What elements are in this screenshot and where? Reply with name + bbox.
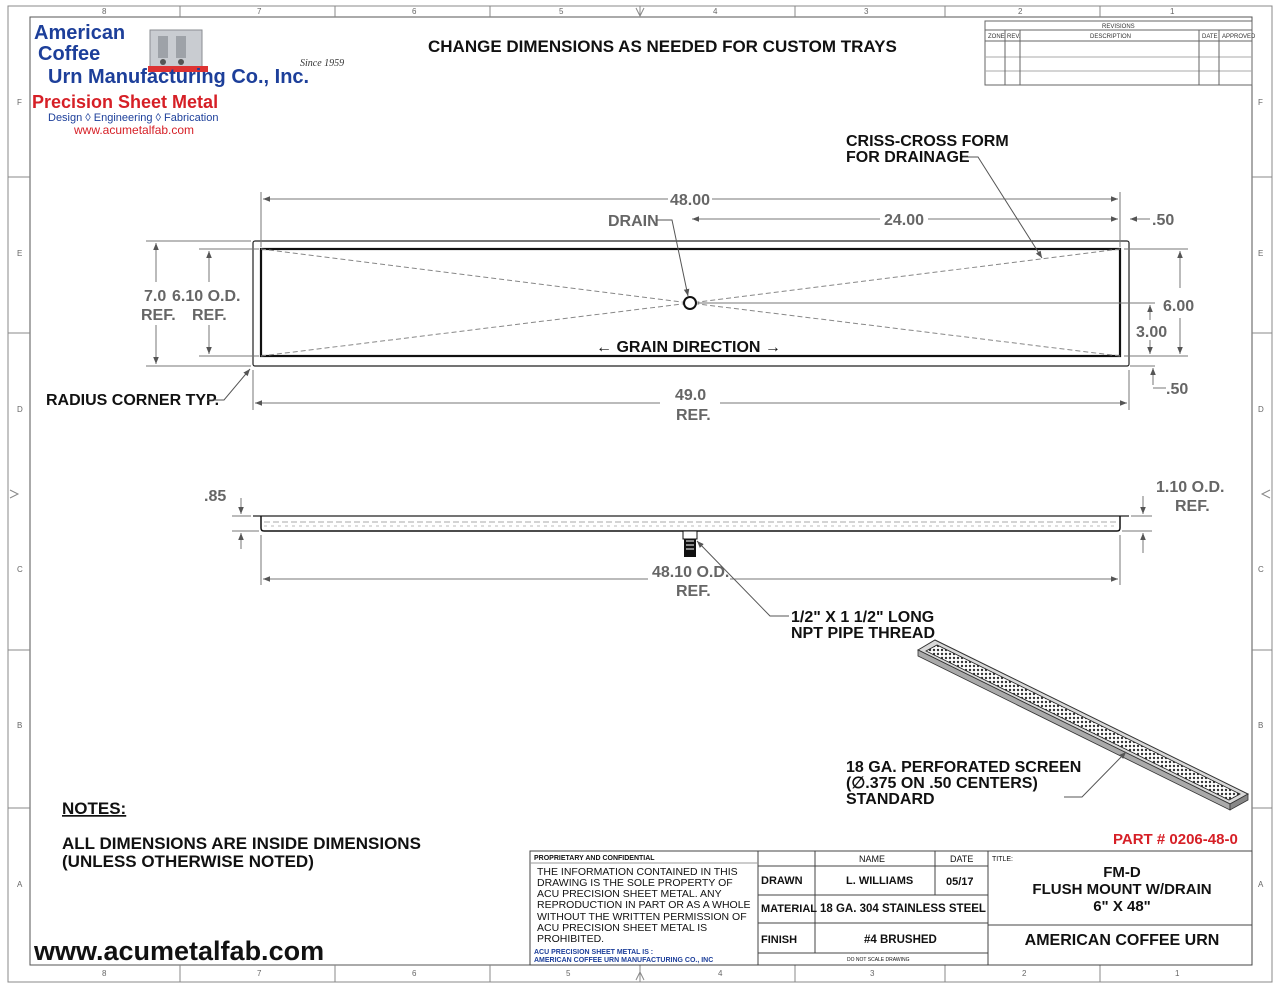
- zone-bottom-3: 3: [870, 969, 875, 978]
- drain-pipe-thread: [684, 539, 696, 557]
- drawing-title-1: FM-D: [1103, 864, 1141, 881]
- zone-bottom-5: 5: [566, 969, 571, 978]
- criss-cross-callout-1: CRISS-CROSS FORM: [846, 133, 1009, 150]
- zone-bottom-8: 8: [102, 969, 107, 978]
- proprietary-line: WITHOUT THE WRITTEN PERMISSION OF: [537, 911, 747, 923]
- zone-top-6: 6: [412, 7, 417, 16]
- proprietary-line: ACU PRECISION SHEET METAL IS: [537, 922, 708, 934]
- name-heading: NAME: [859, 854, 886, 864]
- zone-left-f: F: [17, 98, 22, 107]
- screen-note-3: STANDARD: [846, 791, 935, 808]
- logo-line2: Coffee: [38, 43, 101, 65]
- date-heading: DATE: [950, 854, 974, 864]
- zone-left-c: C: [17, 565, 23, 574]
- isometric-view: [846, 640, 1248, 810]
- logo-line3: Urn Manufacturing Co., Inc.: [48, 66, 310, 88]
- criss-line: [690, 249, 1120, 303]
- drain-label: DRAIN: [608, 213, 659, 230]
- zone-left-a: A: [17, 880, 23, 889]
- drawing-title-2: FLUSH MOUNT W/DRAIN: [1032, 881, 1212, 898]
- zone-bottom-1: 1: [1175, 969, 1180, 978]
- dim-half-length: 24.00: [884, 212, 925, 229]
- radius-corner-note: RADIUS CORNER TYP.: [46, 392, 220, 409]
- logo-tagline: Precision Sheet Metal: [32, 92, 219, 112]
- dim-outer-height-ref: REF.: [141, 307, 176, 324]
- zone-bottom-6: 6: [412, 969, 417, 978]
- zone-bottom-2: 2: [1022, 969, 1027, 978]
- proprietary-heading: PROPRIETARY AND CONFIDENTIAL: [534, 855, 655, 862]
- proprietary-line: PROHIBITED.: [537, 933, 605, 945]
- side-pan-outline: [261, 516, 1120, 531]
- zone-bottom-4: 4: [718, 969, 723, 978]
- title-heading: TITLE:: [992, 856, 1014, 863]
- center-mark-right: [1262, 490, 1270, 498]
- zone-left-e: E: [17, 249, 23, 258]
- revisions-title: REVISIONS: [1102, 24, 1135, 30]
- zone-right-b: B: [1258, 721, 1264, 730]
- company-name: AMERICAN COFFEE URN: [1024, 932, 1220, 949]
- top-view: [46, 133, 1194, 424]
- zone-top-1: 1: [1170, 7, 1175, 16]
- proprietary-line: REPRODUCTION IN PART OR AS A WHOLE: [537, 899, 751, 911]
- drawn-label: DRAWN: [761, 875, 803, 887]
- revisions-table: [985, 21, 1256, 85]
- no-scale-note: DO NOT SCALE DRAWING: [847, 957, 910, 963]
- logo-services: Design ◊ Engineering ◊ Fabrication: [48, 112, 219, 124]
- side-view: [204, 479, 1224, 642]
- drawn-name: L. WILLIAMS: [846, 875, 914, 887]
- zone-right-d: D: [1258, 405, 1264, 414]
- dim-od-height: 6.10 O.D.: [172, 288, 241, 305]
- thread-note-2: NPT PIPE THREAD: [791, 625, 936, 642]
- finish-label: FINISH: [761, 934, 798, 946]
- zone-bottom-7: 7: [257, 969, 262, 978]
- proprietary-line: ACU PRECISION SHEET METAL. ANY: [537, 888, 722, 900]
- dim-outer-height: 7.0: [144, 288, 167, 305]
- logo-url[interactable]: www.acumetalfab.com: [74, 123, 195, 137]
- screen-note-2: (∅.375 ON .50 CENTERS): [846, 775, 1038, 792]
- zone-right-e: E: [1258, 249, 1264, 258]
- dim-od-length: 48.10 O.D.: [652, 564, 730, 581]
- proprietary-line: DRAWING IS THE SOLE PROPERTY OF: [537, 877, 733, 889]
- dim-flange-top: .50: [1152, 212, 1175, 229]
- dim-od-length-ref: REF.: [676, 583, 711, 600]
- acu-line-1: ACU PRECISION SHEET METAL IS :: [534, 949, 654, 956]
- thread-note-1: 1/2" X 1 1/2" LONG: [791, 609, 935, 626]
- drain-fitting: [683, 531, 697, 539]
- dim-length: 48.00: [670, 192, 711, 209]
- zone-left-b: B: [17, 721, 23, 730]
- proprietary-line: THE INFORMATION CONTAINED IN THIS: [537, 866, 738, 878]
- logo-line1: American: [34, 22, 126, 44]
- zone-top-5: 5: [559, 7, 564, 16]
- drain-hole: [684, 297, 696, 309]
- dim-flange-bottom: .50: [1166, 381, 1189, 398]
- proprietary-text: [537, 866, 751, 945]
- dim-outer-length: 49.0: [675, 387, 707, 404]
- notes-line-2: (UNLESS OTHERWISE NOTED): [62, 852, 314, 871]
- center-mark-left: [10, 490, 18, 498]
- grain-direction-label: ← GRAIN DIRECTION →: [596, 339, 781, 356]
- zone-left-d: D: [17, 405, 23, 414]
- title-block: [530, 851, 1252, 965]
- logo-since: Since 1959: [300, 58, 345, 69]
- material-label: MATERIAL: [761, 903, 818, 915]
- acu-line-2: AMERICAN COFFEE URN MANUFACTURING CO., INC: [534, 957, 714, 964]
- notes-heading: NOTES:: [62, 799, 127, 818]
- zone-top-3: 3: [864, 7, 869, 16]
- zone-right-c: C: [1258, 565, 1264, 574]
- zone-right-a: A: [1258, 880, 1264, 889]
- dim-drain-offset: 3.00: [1136, 324, 1168, 341]
- drawing-title-3: 6" X 48": [1093, 898, 1151, 915]
- criss-line: [261, 249, 690, 303]
- rev-col-approved: APPROVED: [1222, 34, 1256, 40]
- dim-od-depth: 1.10 O.D.: [1156, 479, 1225, 496]
- zone-top-8: 8: [102, 7, 107, 16]
- drawn-date: 05/17: [946, 876, 974, 888]
- header-note: CHANGE DIMENSIONS AS NEEDED FOR CUSTOM TRAYS: [428, 37, 897, 56]
- dim-outer-length-ref: REF.: [676, 407, 711, 424]
- rev-col-description: DESCRIPTION: [1090, 34, 1132, 40]
- footer-url[interactable]: www.acumetalfab.com: [34, 936, 325, 966]
- rev-col-rev: REV.: [1007, 34, 1021, 40]
- dim-inner-height: 6.00: [1163, 298, 1195, 315]
- part-number: PART # 0206-48-0: [1113, 831, 1238, 848]
- zone-top-2: 2: [1018, 7, 1023, 16]
- finish-value: #4 BRUSHED: [864, 934, 937, 946]
- company-logo: [32, 22, 344, 137]
- zone-top-7: 7: [257, 7, 262, 16]
- notes-line-1: ALL DIMENSIONS ARE INSIDE DIMENSIONS: [62, 834, 421, 853]
- criss-cross-callout-2: FOR DRAINAGE: [846, 149, 970, 166]
- screen-note-1: 18 GA. PERFORATED SCREEN: [846, 759, 1082, 776]
- zone-right-f: F: [1258, 98, 1263, 107]
- rev-col-date: DATE: [1202, 34, 1218, 40]
- material-value: 18 GA. 304 STAINLESS STEEL: [820, 903, 986, 915]
- dim-depth: .85: [204, 488, 227, 505]
- rev-col-zone: ZONE: [988, 34, 1005, 40]
- zone-top-4: 4: [713, 7, 718, 16]
- dim-od-height-ref: REF.: [192, 307, 227, 324]
- dim-od-depth-ref: REF.: [1175, 498, 1210, 515]
